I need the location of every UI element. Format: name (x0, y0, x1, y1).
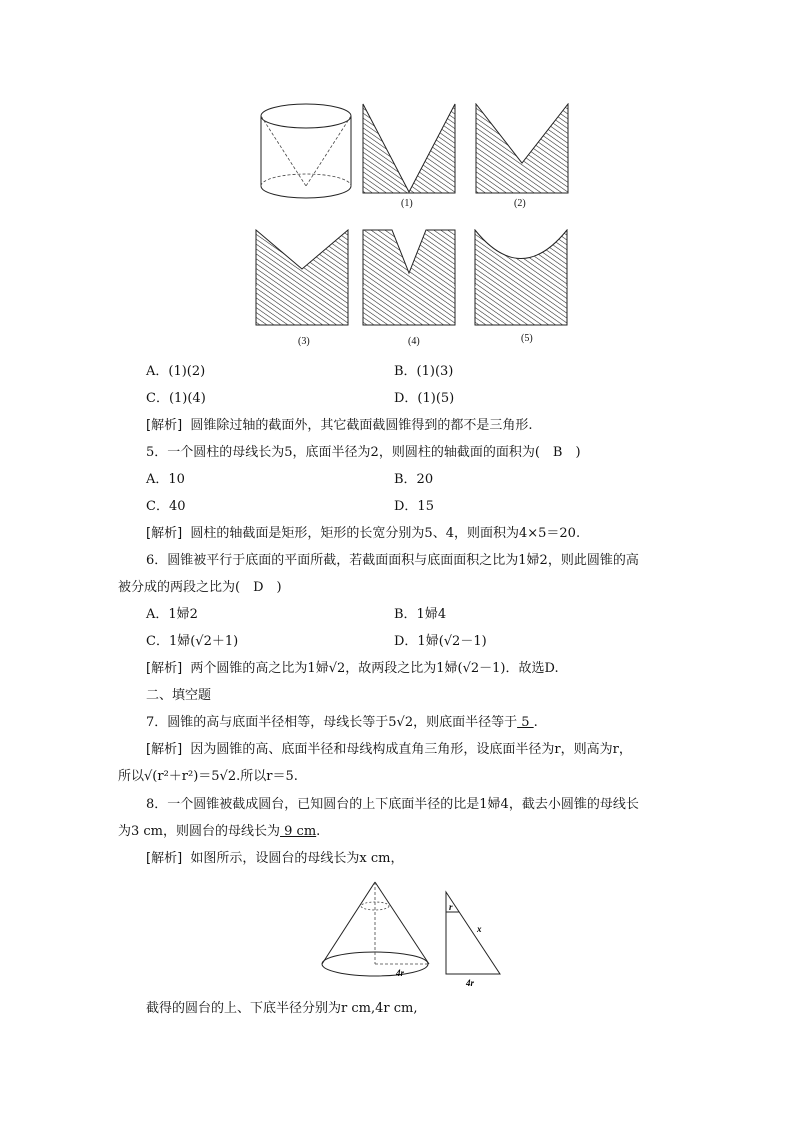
q5-option-c: C．40 (146, 499, 186, 514)
q8-stem-text: 为3 cm，则圆台的母线长为 (118, 824, 281, 839)
q5-option-b: B．20 (394, 472, 434, 487)
q5-option-a: A．10 (146, 472, 185, 487)
triangle-label-r: r (449, 902, 453, 912)
q8-answer: 9 cm (280, 824, 317, 839)
q6-option-d: D．1婦(√2－1) (394, 634, 487, 649)
section-figure-4 (362, 229, 457, 327)
section-figure-2 (475, 103, 570, 195)
caption-2: (2) (514, 198, 526, 209)
caption-3: (3) (298, 336, 310, 347)
analysis-tag: [解析] (146, 418, 183, 433)
q8-stem-end: . (316, 824, 321, 839)
q5-analysis (146, 525, 580, 543)
caption-5: (5) (521, 333, 533, 344)
q7-answer: 5 (517, 715, 534, 730)
q8-stem-line1: 8．一个圆锥被截成圆台，已知圆台的上下底面半径的比是1婦4，截去小圆锥的母线长 (146, 797, 639, 812)
q4-option-d: D．(1)(5) (394, 391, 455, 406)
analysis-text: 因为圆锥的高、底面半径和母线构成直角三角形，设底面半径为r，则高为r， (190, 742, 632, 757)
q6-stem-line1: 6．圆锥被平行于底面的平面所截，若截面面积与底面面积之比为1婦2，则此圆锥的高 (146, 553, 639, 568)
analysis-text: 圆锥除过轴的截面外，其它截面截圆锥得到的都不是三角形. (190, 418, 533, 433)
analysis-tag: [解析] (146, 851, 183, 866)
q6-stem-line2: 被分成的两段之比为( D ) (118, 580, 282, 595)
analysis-text: 圆柱的轴截面是矩形，矩形的长宽分别为5、4，则面积为4×5＝20. (190, 526, 581, 541)
q8-stem-line2 (118, 823, 320, 841)
q8-analysis-line2: 截得的圆台的上、下底半径分别为r cm,4r cm, (146, 1001, 418, 1016)
cylinder-figure (258, 100, 358, 210)
section-figure-1 (362, 103, 457, 195)
q4-option-a: A．(1)(2) (146, 364, 206, 379)
q6-option-c: C．1婦(√2＋1) (146, 634, 239, 649)
analysis-tag: [解析] (146, 661, 183, 676)
triangle-label-x: x (477, 924, 482, 934)
q4-option-c: C．(1)(4) (146, 391, 206, 406)
analysis-text: 两个圆锥的高之比为1婦√2，故两段之比为1婦(√2－1)．故选D. (190, 661, 559, 676)
section-figure-5 (474, 229, 569, 327)
q6-option-b: B．1婦4 (394, 607, 447, 622)
section-figure-3 (255, 229, 350, 327)
q6-analysis (146, 660, 559, 678)
q8-analysis-line1 (146, 850, 404, 868)
q7-analysis-line2: 所以√(r²＋r²)＝5√2.所以r＝5. (118, 769, 298, 784)
triangle-label-4r: 4r (466, 978, 475, 988)
caption-4: (4) (408, 336, 420, 347)
q7-stem-text: 7．圆锥的高与底面半径相等，母线长等于5√2，则底面半径等于 (146, 715, 518, 730)
q4-option-b: B．(1)(3) (394, 364, 454, 379)
cone-figure (318, 880, 433, 982)
q5-stem: 5．一个圆柱的母线长为5，底面半径为2，则圆柱的轴截面的面积为( B ) (146, 445, 581, 460)
q7-stem-end: . (533, 715, 538, 730)
section-title: 二、填空题 (146, 688, 212, 703)
q6-option-a: A．1婦2 (146, 607, 198, 622)
caption-1: (1) (401, 198, 413, 209)
q7-stem (146, 714, 538, 732)
analysis-text: 如图所示，设圆台的母线长为x cm， (190, 851, 404, 866)
analysis-tag: [解析] (146, 742, 183, 757)
triangle-figure (444, 890, 506, 988)
q7-analysis-line1 (146, 741, 632, 759)
analysis-tag: [解析] (146, 526, 183, 541)
q4-analysis (146, 417, 533, 435)
cone-label-4r: 4r (396, 968, 405, 978)
q5-option-d: D．15 (394, 499, 434, 514)
